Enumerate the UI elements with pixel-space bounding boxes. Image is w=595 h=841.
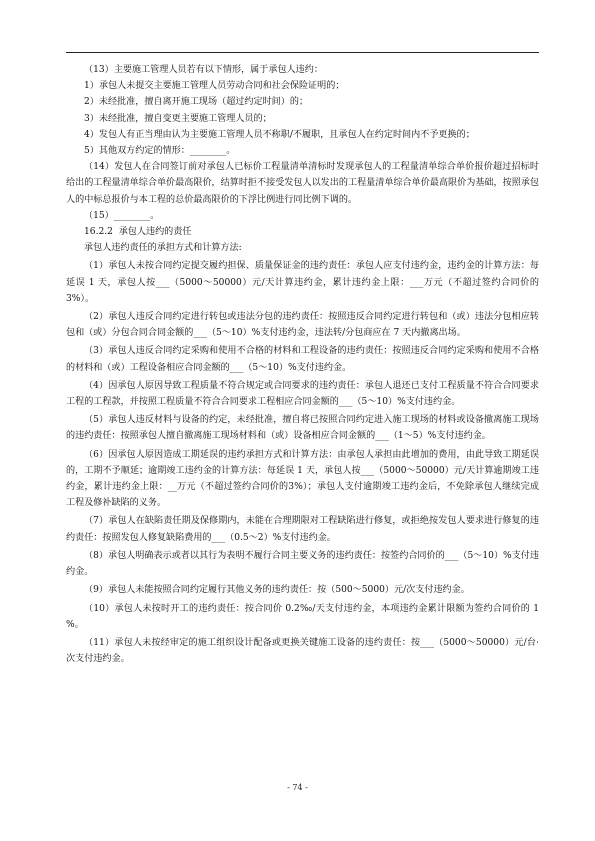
paragraph-15: （15）________。 bbox=[84, 210, 160, 221]
section-heading: 16.2.2 承包人违约的责任 bbox=[84, 227, 192, 238]
list-item-1: 1）承包人未提交主要施工管理人员劳动合同和社会保险证明的； bbox=[84, 81, 345, 92]
liability-item-1: （1）承包人未按合同约定提交履约担保、质量保证金的违约责任：承包人应支付违约金，违约金的计算方法：每延误 1 天，承包人按___（5000～50000）元/天计算违约金，累计违约金上限：___万元（不超过签约合同价的3%）。 bbox=[66, 261, 539, 304]
paragraph-13: （13）主要施工管理人员若有以下情形，属于承包人违约： bbox=[84, 65, 323, 75]
liability-item-8: （8）承包人明确表示或者以其行为表明不履行合同主要义务的违约责任：按签约合同价的___（5～10）%支付违约金。 bbox=[66, 550, 539, 578]
header-rule bbox=[66, 52, 539, 53]
list-item-5: 5）其他双方约定的情形：________。 bbox=[84, 146, 236, 157]
liability-item-4: （4）因承包人原因导致工程质量不符合规定或合同要求的违约责任：承包人退还已支付工程质量不符合合同要求工程的工程款，并按照工程质量不符合合同要求工程相应合同金额的___（5～10）%支付违约金。 bbox=[66, 380, 539, 408]
liability-item-7: （7）承包人在缺陷责任期及保修期内，未能在合理期限对工程缺陷进行修复，或拒绝按发包人要求进行修复的违约责任：按照发包人修复缺陷费用的___（0.5～2）%支付违约金。 bbox=[66, 516, 539, 543]
liability-item-6: （6）因承包人原因造成工期延误的违约承担方式和计算方法：由承包人承担由此增加的费用，由此导致工期延误的，工期不予顺延；逾期竣工违约金的计算方法：每延误 1 天，承包人按___（5000～50000）元/天计算逾期竣工违约金，累计违约金上限：__万元（不超过签约合同价的3%）；承包人支付逾期竣工违约金后，不免除承包人继续完成工程及修补缺陷的义务。 bbox=[66, 449, 539, 509]
document-body bbox=[66, 62, 542, 667]
liability-item-10: （10）承包人未按时开工的违约责任：按合同价 0.2‰/天支付违约金，本项违约金累计限额为签约合同价的 1 %。 bbox=[66, 603, 542, 630]
page-number: - 74 - bbox=[287, 783, 308, 792]
section-intro: 承包人违约责任的承担方式和计算方法: bbox=[84, 243, 242, 254]
liability-item-9: （9）承包人未能按照合同约定履行其他义务的违约责任：按（500～5000）元/次支付违约金。 bbox=[84, 585, 470, 596]
liability-item-5: （5）承包人违反材料与设备的约定，未经批准，擅自将已按照合同约定进入施工现场的材料或设备撤离施工现场的违约责任：按照承包人擅自撤离施工现场材料和（或）设备相应合同金额的___（1～5）%支付违约金。 bbox=[66, 415, 539, 442]
list-item-3: 3）未经批准，擅自变更主要施工管理人员的； bbox=[84, 113, 272, 124]
list-item-2: 2）未经批准，擅自离开施工现场（超过约定时间）的； bbox=[84, 97, 309, 108]
liability-item-3: （3）承包人违反合同约定采购和使用不合格的材料和工程设备的违约责任：按照违反合同约定采购和使用不合格的材料和（或）工程设备相应合同金额的___（5～10）%支付违约金。 bbox=[66, 346, 539, 373]
list-item-4: 4）发包人有正当理由认为主要施工管理人员不称职/不履职，且承包人在约定时间内不予更换的； bbox=[84, 129, 475, 140]
paragraph-14: （14）发包人在合同签订前对承包人已标价工程量清单清标时发现承包人的工程量清单综合单价报价超过招标时给出的工程量清单综合单价最高限价，结算时拒不接受发包人以发出的工程量清单综合单价最高限价为基础，按照承包人的中标总报价与本工程的总价最高限价的下浮比例进行同比例下调的。 bbox=[66, 162, 539, 205]
liability-item-11: （11）承包人未按经审定的施工组织设计配备或更换关键施工设备的违约责任：按___（5000～50000）元/台·次支付违约金。 bbox=[66, 637, 539, 665]
liability-item-2: （2）承包人违反合同约定进行转包或违法分包的违约责任：按照违反合同约定进行转包和（或）违法分包相应转包和（或）分包合同合同金额的___（5～10）%支付违约金，违法转/分包商应在 7 天内撤离出场。 bbox=[66, 312, 539, 339]
